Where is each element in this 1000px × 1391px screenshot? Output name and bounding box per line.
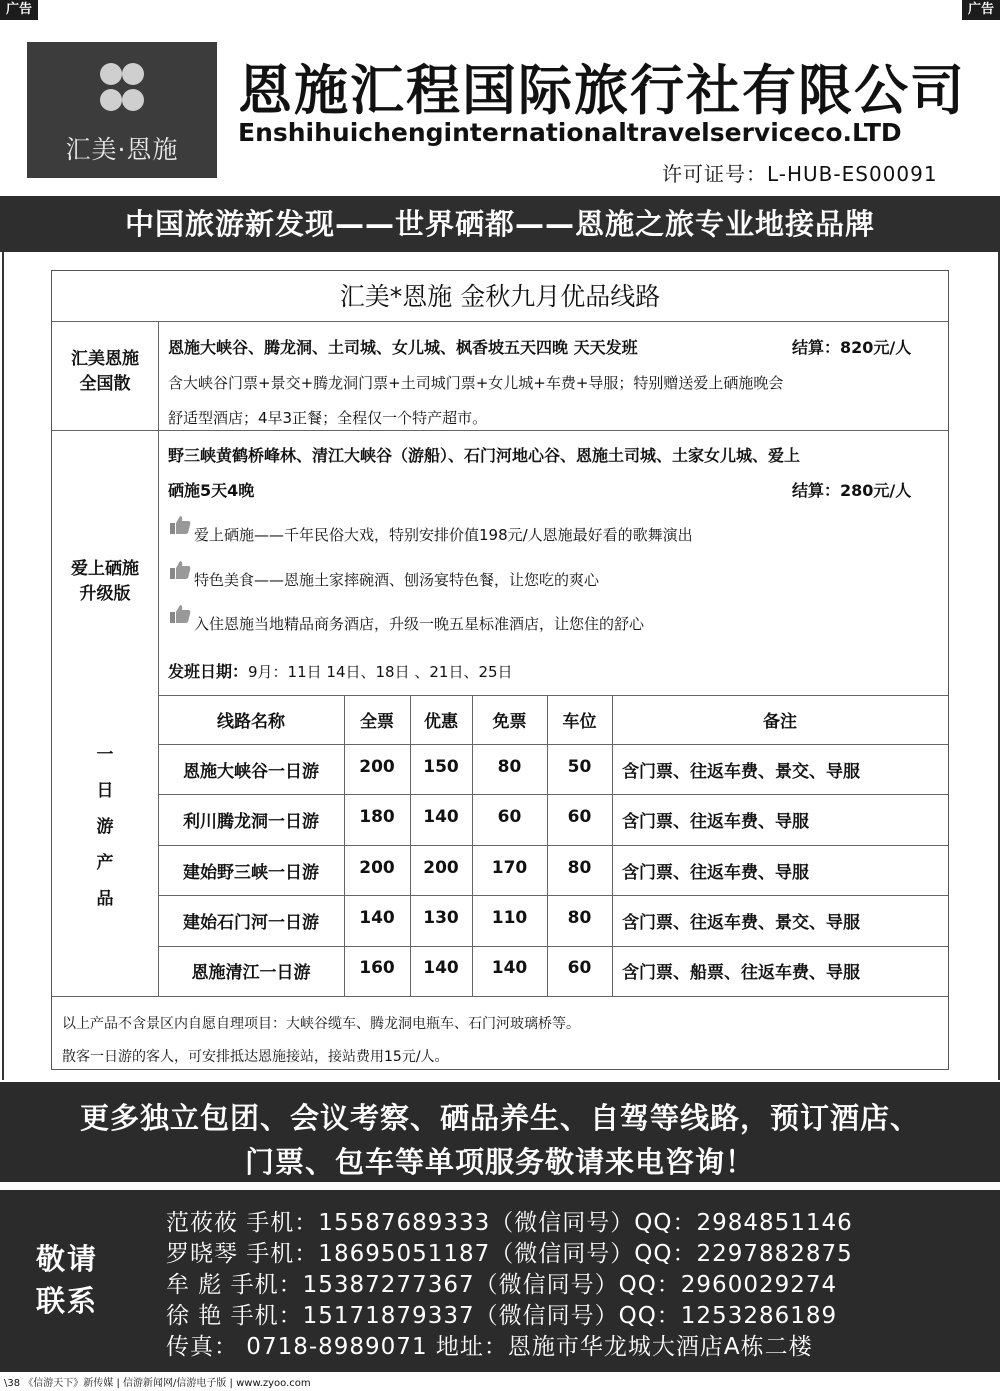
table-header: 免票 xyxy=(492,712,527,732)
thumbs-up-icon xyxy=(169,603,191,625)
promo-line: 门票、包车等单项服务敬请来电咨询！ xyxy=(244,1145,755,1179)
route2-schedule: 发班日期：9月：11日 14日、18日 、21日、25日 xyxy=(168,662,513,681)
divider xyxy=(158,695,948,696)
promo-line: 更多独立包团、会议考察、硒品养生、自驾等线路，预订酒店、 xyxy=(79,1101,920,1135)
slogan-banner: 中国旅游新发现——世界硒都——恩施之旅专业地接品牌 xyxy=(0,196,1000,252)
route1-inclusions: 含大峡谷门票+景交+腾龙洞门票+土司城门票+女儿城+车费+导服；特别赠送爱上硒施晚会 xyxy=(168,374,784,392)
ad-label-right: 广告 xyxy=(962,0,1000,20)
divider xyxy=(472,695,473,996)
ad-label-left: 广告 xyxy=(0,0,38,20)
divider xyxy=(52,430,948,431)
divider xyxy=(158,794,948,795)
table-header: 车位 xyxy=(562,712,597,732)
contact-line: 传真： 0718-8989071 地址：恩施市华龙城大酒店A栋二楼 xyxy=(166,1334,813,1360)
contact-panel xyxy=(0,1190,1000,1372)
company-name-cn: 恩施汇程国际旅行社有限公司 xyxy=(238,59,966,122)
route2-highlight: 特色美食——恩施土家摔碗酒、刨汤宴特色餐，让您吃的爽心 xyxy=(194,571,600,589)
thumbs-up-icon xyxy=(169,514,191,536)
divider xyxy=(158,946,948,947)
offer-title: 汇美*恩施 金秋九月优品线路 xyxy=(339,282,661,311)
route1-headline: 恩施大峡谷、腾龙洞、土司城、女儿城、枫香坡五天四晚 天天发班 xyxy=(168,338,638,357)
route2-headline: 野三峡黄鹤桥峰林、清江大峡谷（游船）、石门河地心谷、恩施土司城、土家女儿城、爱上 xyxy=(168,446,801,465)
page-footer: \38 《信游天下》新传媒 | 信游新闻网/信游电子版 | www.zyoo.com xyxy=(4,1378,311,1389)
divider xyxy=(344,695,345,996)
divider xyxy=(158,895,948,896)
route2-headline-cont: 硒施5天4晚 xyxy=(168,481,255,500)
route2-highlight: 入住恩施当地精品商务酒店，升级一晚五星标准酒店，让您住的舒心 xyxy=(194,615,645,633)
offer-box: 汇美*恩施 金秋九月优品线路 汇美恩施 全国散 恩施大峡谷、腾龙洞、土司城、女儿城、枫香坡五天四晚 天天发班 结算：820元/人 含大峡谷门票+景交+腾龙洞门票+土司城门票+女儿城+车费+导服；特别赠送爱上硒施晚会 舒适型酒店；4早3正餐；全程仅一个特产超市。 爱上硒施 升级版 野三峡黄鹤桥峰林、清江大峡谷（游船）、石门河地心谷、恩施土司城、土家女儿城、爱上 硒施5天4晚 结算：280元/人 爱上硒施——千年民俗大戏，特别安排价值198元/人恩施最好看的歌舞演出 特色美食——恩施土家摔碗酒、刨汤宴特色餐，让您吃的爽心 入住恩施当地精品商务酒店，升级一晚五星标准酒店，让您住的舒心 发班日期：9月：11日 14日、18日 、21日、25日 一 日 游 产 品 线路名称 全票 优惠 免票 车位 备注 恩施大峡谷一日游 200 150 80 50 含门票、往返车费、景交、导服 利川腾龙洞一日游 180 140 60 60 含门票、往返车费、导服 建始野三峡一日游 200 200 170 80 含门票、往返车费、导服 建始石门河一日游 140 130 110 80 含门票、往返车费、景交、导服 恩施清江一日游 160 140 140 60 含门票、船票、往返车费、导服 以上产品不含景区内自愿自理项目：大峡谷缆车、腾龙洞电瓶车、石门河玻璃桥等。 散客一日游的客人，可安排抵达恩施接站，接站费用15元/人。 xyxy=(51,270,949,1070)
thumbs-up-icon xyxy=(169,559,191,581)
route2-highlight: 爱上硒施——千年民俗大戏，特别安排价值198元/人恩施最好看的歌舞演出 xyxy=(194,526,693,544)
table-header: 线路名称 xyxy=(217,712,285,732)
clover-logo-icon xyxy=(97,60,147,120)
logo-text: 汇美·恩施 xyxy=(65,135,179,164)
divider xyxy=(158,845,948,846)
contact-label: 敬请 联系 xyxy=(36,1242,99,1318)
route2-category: 爱上硒施 升级版 xyxy=(71,559,139,604)
divider xyxy=(410,695,411,996)
contact-line: 牟 彪 手机：15387277367（微信同号）QQ：2960029274 xyxy=(166,1272,838,1298)
contact-line: 徐 艳 手机：15171879337（微信同号）QQ：1253286189 xyxy=(166,1303,838,1329)
table-header: 全票 xyxy=(360,712,394,732)
table-header: 优惠 xyxy=(424,712,458,732)
route2-price: 结算：280元/人 xyxy=(792,481,912,500)
company-logo xyxy=(27,42,217,178)
divider xyxy=(52,321,948,322)
route1-price: 结算：820元/人 xyxy=(792,338,912,357)
license-number: 许可证号：L-HUB-ES00091 xyxy=(662,162,938,186)
route1-hotel-meals: 舒适型酒店；4早3正餐；全程仅一个特产超市。 xyxy=(168,409,488,427)
divider xyxy=(547,695,548,996)
divider xyxy=(158,744,948,745)
divider xyxy=(612,695,613,996)
day-tours-category: 一 日 游 产 品 xyxy=(96,745,114,909)
route1-category: 汇美恩施 全国散 xyxy=(71,349,139,394)
divider xyxy=(52,996,948,997)
contact-line: 罗晓琴 手机：18695051187（微信同号）QQ：2297882875 xyxy=(166,1241,853,1267)
divider xyxy=(158,321,159,996)
table-header: 备注 xyxy=(763,712,797,732)
contact-line: 范莜莜 手机：15587689333（微信同号）QQ：2984851146 xyxy=(166,1210,853,1236)
note: 散客一日游的客人，可安排抵达恩施接站，接站费用15元/人。 xyxy=(62,1049,449,1065)
promo-banner xyxy=(0,1082,1000,1182)
note: 以上产品不含景区内自愿自理项目：大峡谷缆车、腾龙洞电瓶车、石门河玻璃桥等。 xyxy=(62,1016,580,1032)
company-name-en: Enshihuichenginternationaltravelserviceco.LTD xyxy=(238,118,902,147)
